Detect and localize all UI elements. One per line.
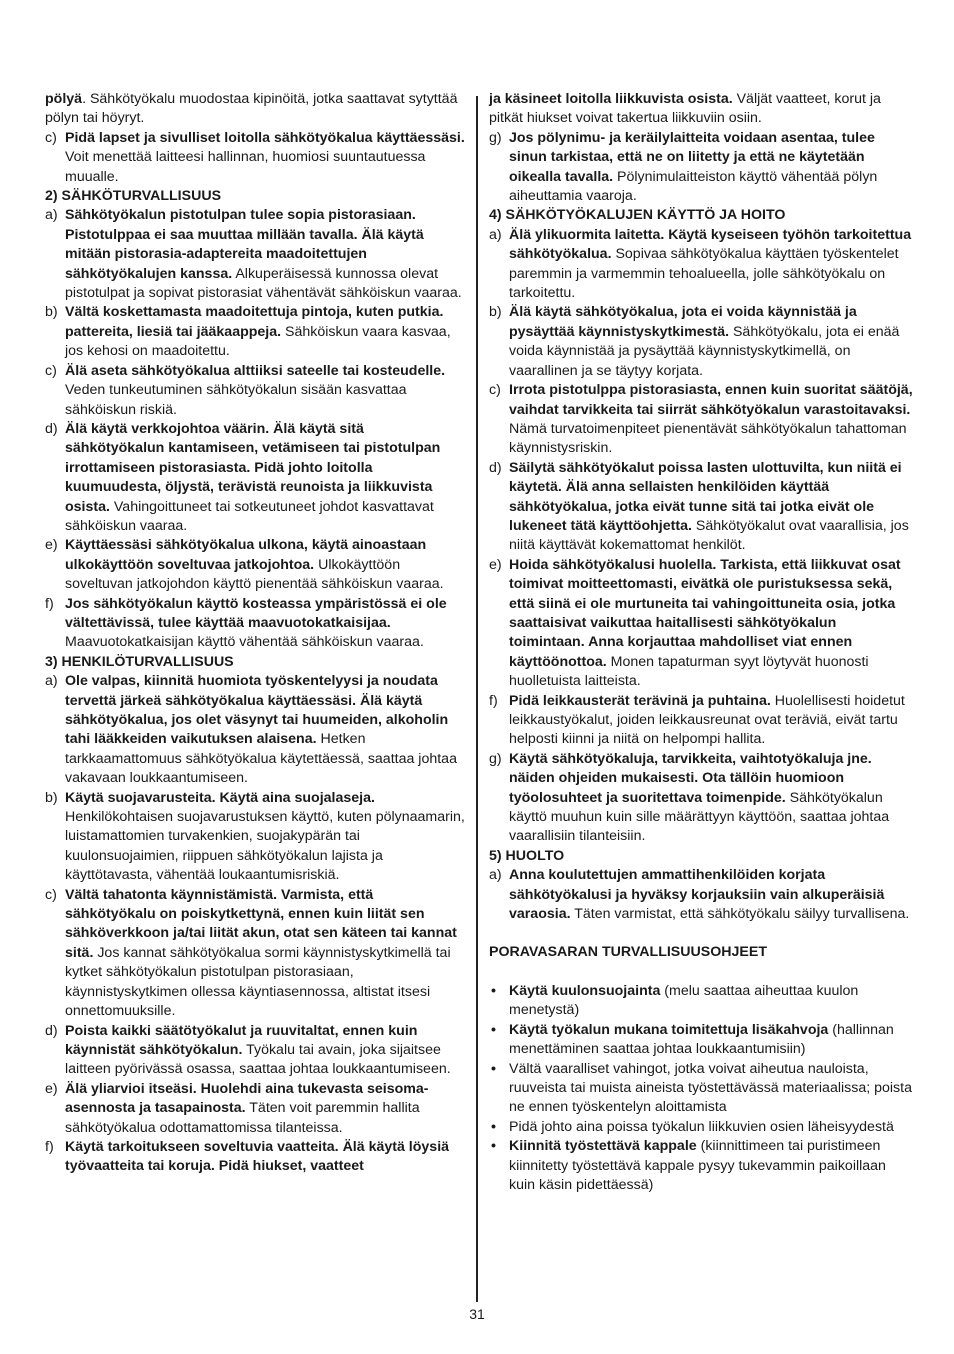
- rule-earthed-surfaces: b) Vältä koskettamasta maadoitettuja pintoja, kuten putkia. pattereita, liesiä tai jääkaappeja. Sähköiskun vaara kasvaa, jos kehosi on maadoitettu.: [45, 304, 451, 360]
- rule-sharp-tools: f) Pidä leikkausterät terävinä ja puhtaina. Huolellisesti hoidetut leikkaustyökalut, joiden leikkausreunat ovat teräviä, eivät tartu helposti kiinni ja niitä on helpompi hallita.: [489, 692, 905, 748]
- rule-cord: d) Älä käytä verkkojohtoa väärin. Älä käytä sitä sähkötyökalun kantamiseen, vetämiseen tai pistotulpan irrottamiseen pistorasiasta. Pidä johto loitolla kuumuudesta, öljystä, terävistä reunoista ja liikkuvista osista. Vahingoittuneet tai sotkeutuneet johdot kasvattavat sähköiskun vaaraa.: [45, 420, 441, 534]
- right-column: [489, 90, 915, 1195]
- continued-paragraph: ja käsineet loitolla liikkuvista osista. Väljät vaatteet, korut ja pitkät hiukset voivat takertua liikkuviin osiin.: [489, 91, 881, 127]
- bullet-item: • Kiinnitä työstettävä kappale (kiinnittimeen tai puristimeen kiinnitetty työstettävä kappale pysyy tukevammin paikoillaan kuin käsin pidettäessä): [491, 1138, 886, 1193]
- rule-outdoor-extension: e) Käyttäessäsi sähkötyökalua ulkona, käytä ainoastaan ulkokäyttöön soveltuvaa jatkojohtoa. Ulkokäyttöön soveltuvan jatkojohdon käyttö pienentää sähköiskun vaaraa.: [45, 537, 444, 593]
- column-divider: [476, 96, 478, 1302]
- rule-dust-extraction: g) Jos pölynimu- ja keräilylaitteita voidaan asentaa, tulee sinun tarkistaa, että ne on liitetty ja että ne käytetään oikealla tavalla. Pölynimulaitteiston käyttö vähentää pölyn aiheuttamia vaaroja.: [489, 129, 878, 205]
- rule-remove-keys: d) Poista kaikki säätötyökalut ja ruuvitaltat, ennen kuin käynnistät sähkötyökalun. Työkalu tai avain, joka sijaitsee laitteen pyörivässä osassa, saattaa johtaa loukkaantumiseen.: [45, 1022, 451, 1078]
- rule-dress: f) Käytä tarkoitukseen soveltuvia vaatteita. Älä käytä löysiä työvaatteita tai koruja. Pidä hiukset, vaatteet: [45, 1138, 450, 1175]
- rule-rain: c) Älä aseta sähkötyökalua alttiiksi sateelle tai kosteudelle. Veden tunkeutuminen sähkötyökalun sisään kasvattaa sähköiskun riskiä.: [45, 362, 446, 418]
- rule-protective-equipment: b) Käytä suojavarusteita. Käytä aina suojalaseja. Henkilökohtaisen suojavarustuksen käyttö, kuten pölynaamarin, luistamattomien turvakenkien, suojakypärän tai kuulonsuojaimien, riippuen sähkötyökalun lajista ja käyttötavasta, vähentää loukaantumisriskiä.: [45, 789, 465, 884]
- bullet-item: • Pidä johto aina poissa työkalun liikkuvien osien läheisyydestä: [491, 1118, 894, 1135]
- rule-qualified-service: a) Anna koulutettujen ammattihenkilöiden korjata sähkötyökalusi ja hyväksy korjauksiin vain alkuperäisiä varaosia. Täten varmistat, että sähkötyökalu säilyy turvallisena.: [489, 867, 910, 923]
- left-column: [45, 90, 465, 1177]
- rule-maintenance: e) Hoida sähkötyökalusi huolella. Tarkista, että liikkuvat osat toimivat moitteettomasti, eivätkä ole puristuksessa sekä, että siinä ei ole murtuneita tai vahingoittuneita osia, jotka saattaisivat vaikuttaa haitallisesti sähkötyökalun toimintaan. Anna korjauttaa mahdolliset viat ennen käyttöönottoa. Monen tapaturman syyt löytyvät huonosti huolletuista laitteista.: [489, 556, 901, 690]
- rule-unplug: c) Irrota pistotulppa pistorasiasta, ennen kuin suoritat säätöjä, vaihdat tarvikkeita tai siirrät sähkötyökalun varastoitavaksi. Nämä turvatoimenpiteet pienentävät sähkötyökalun tahattoman käynnistysriskin.: [489, 382, 913, 457]
- rule-rcd: f) Jos sähkötyökalun käyttö kosteassa ympäristössä ei ole vältettävissä, tulee käyttää maavuotokatkaisijaa. Maavuotokatkaisijan käyttö vähentää sähköiskun vaaraa.: [45, 595, 447, 651]
- rule-faulty-switch: b) Älä käytä sähkötyökalua, jota ei voida käynnistää ja pysäyttää käynnistyskytkimestä. Sähkötyökalu, jota ei enää voida käynnistää ja pysäyttää käynnistyskytkimellä, on vaarallinen ja se täytyy korjata.: [489, 304, 900, 379]
- rule-use-per-instructions: g) Käytä sähkötyökaluja, tarvikkeita, vaihtotyökaluja jne. näiden ohjeiden mukaisesti. Ota tällöin huomioon työolosuhteet ja suoritettava toimenpide. Sähkötyökalun käyttö muuhun kuin sille määrättyyn käyttöön, saattaa johtaa vaarallisiin tilanteisiin.: [489, 750, 890, 845]
- rule-keep-children-away: c) Pidä lapset ja sivulliset loitolla sähkötyökalua käyttäessäsi. Voit menettää laitteesi hallinnan, huomiosi suuntautuessa muualle.: [45, 129, 465, 185]
- rule-unintentional-start: c) Vältä tahatonta käynnistämistä. Varmista, että sähkötyökalu on poiskytkettynä, ennen kuin liität sen sähköverkkoon ja/tai liität akun, otat sen käteen tai kannat sitä. Jos kannat sähkötyökalua sormi käynnistyskytkimellä tai kytket sähkötyökalun pistotulpan pistorasiaan, käynnistyskytkimen ollessa käyntiasennossa, altistat itsesi onnettomuuksille.: [45, 886, 457, 1020]
- section-heading-tool-use-care: 4) SÄHKÖTYÖKALUJEN KÄYTTÖ JA HOITO: [489, 207, 786, 224]
- bullet-item: • Vältä vaaralliset vahingot, jotka voivat aiheutua nauloista, ruuveista tai muista aineista työstettävässä materiaalissa; poista ne ennen työskentelyn aloittamista: [491, 1060, 912, 1116]
- rule-stay-alert: a) Ole valpas, kiinnitä huomiota työskentelyysi ja noudata tervettä järkeä sähkötyökalua käyttäessäsi. Älä käytä sähkötyökalua, jos olet väsynyt tai huumeiden, alkoholin tahi lääkkeiden vaikutuksen alaisena. Hetken tarkkaamattomuus sähkötyökalua käytettäessä, saattaa johtaa vakavaan loukkaantumiseen.: [45, 673, 457, 787]
- page-number: 31: [469, 1306, 485, 1322]
- bullet-item: • Käytä työkalun mukana toimitettuja lisäkahvoja (hallinnan menettäminen saattaa johtaa loukkaantumisiin): [491, 1021, 894, 1058]
- rule-plug: a) Sähkötyökalun pistotulpan tulee sopia pistorasiaan. Pistotulppaa ei saa muuttaa millään tavalla. Älä käytä mitään pistorasia-adaptereita maadoitettujen sähkötyökalujen kanssa. Alkuperäisessä kunnossa olevat pistotulpat ja sopivat pistorasiat vähentävät sähköiskun vaaraa.: [45, 207, 462, 302]
- bullet-item: • Käytä kuulonsuojainta (melu saattaa aiheuttaa kuulon menetystä): [491, 982, 859, 1019]
- rule-do-not-force: a) Älä ylikuormita laitetta. Käytä kyseiseen työhön tarkoitettua sähkötyökalua. Sopivaa sähkötyökalua käyttäen työskentelet paremmin ja varmemmin tehoalueella, jolle sähkötyökalu on tarkoitettu.: [489, 226, 912, 302]
- section-heading-service: 5) HUOLTO: [489, 847, 565, 864]
- section-heading-electrical-safety: 2) SÄHKÖTURVALLISUUS: [45, 188, 222, 205]
- section-heading-personal-safety: 3) HENKILÖTURVALLISUUS: [45, 653, 234, 670]
- rule-footing: e) Älä yliarvioi itseäsi. Huolehdi aina tukevasta seisoma-asennosta ja tasapainosta. Täten voit paremmin hallita sähkötyökalua odottamattomissa tilanteissa.: [45, 1080, 429, 1136]
- rule-storage: d) Säilytä sähkötyökalut poissa lasten ulottuvilta, kun niitä ei käytetä. Älä anna sellaisten henkilöiden käyttää sähkötyökalua, jotka eivät tunne sitä tai jotka eivät ole lukeneet tätä käyttöohjetta. Sähkötyökalut ovat vaarallisia, jos niitä käyttävät kokemattomat henkilöt.: [489, 459, 909, 554]
- section-heading-drill-safety: PORAVASARAN TURVALLISUUSOHJEET: [489, 944, 767, 961]
- continued-paragraph: pölyä. Sähkötyökalu muodostaa kipinöitä, jotka saattavat sytyttää pölyn tai höyryt.: [45, 91, 458, 127]
